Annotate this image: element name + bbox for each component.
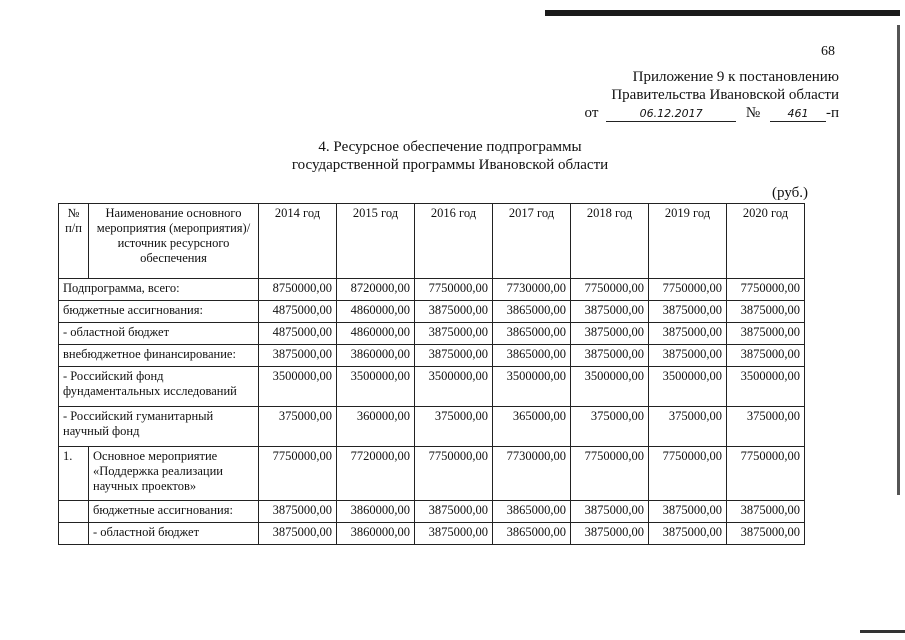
appendix-line-3 (585, 104, 839, 122)
document-title (220, 138, 680, 174)
resource-table (58, 203, 805, 545)
header-num: № п/п (59, 204, 89, 279)
table-cell: 3875000,00 (259, 345, 337, 367)
title-line-2: государственной программы Ивановской области (291, 157, 609, 173)
row-label: внебюджетное финансирование: (59, 345, 259, 367)
number-prefix: № (745, 105, 761, 121)
table-cell: 375000,00 (571, 407, 649, 447)
table-cell: 7750000,00 (649, 447, 727, 501)
appendix-line-2: Правительства Ивановской области (611, 87, 839, 103)
table-row-rgnf (59, 407, 805, 447)
table-row-activity-regional (59, 523, 805, 545)
handwritten-date: 06.12.2017 (606, 107, 736, 122)
units-label: (руб.) (772, 185, 808, 201)
table-cell: 3875000,00 (415, 301, 493, 323)
table-cell: 4860000,00 (337, 301, 415, 323)
table-cell: 3500000,00 (493, 367, 571, 407)
table-cell: 375000,00 (649, 407, 727, 447)
table-cell: 7750000,00 (571, 279, 649, 301)
table-cell: 4875000,00 (259, 323, 337, 345)
table-cell: 4860000,00 (337, 323, 415, 345)
handwritten-number: 461 (770, 107, 826, 122)
table-cell: 3875000,00 (727, 523, 805, 545)
table-cell: 7730000,00 (493, 447, 571, 501)
table-cell: 3860000,00 (337, 523, 415, 545)
header-year: 2018 год (571, 204, 649, 279)
row-label: - областной бюджет (59, 323, 259, 345)
table-cell: 8750000,00 (259, 279, 337, 301)
table-cell: 365000,00 (493, 407, 571, 447)
table-cell: 3875000,00 (571, 523, 649, 545)
table-cell: 3865000,00 (493, 345, 571, 367)
table-row-main-activity (59, 447, 805, 501)
row-num (59, 501, 89, 523)
row-num: 1. (59, 447, 89, 501)
table-cell: 3875000,00 (415, 523, 493, 545)
appendix-block (585, 68, 839, 122)
table-header-row (59, 204, 805, 279)
table-cell: 7750000,00 (415, 279, 493, 301)
table-cell: 7730000,00 (493, 279, 571, 301)
table-cell: 3875000,00 (415, 501, 493, 523)
table-cell: 3860000,00 (337, 501, 415, 523)
title-line-1: 4. Ресурсное обеспечение подпрограммы (318, 139, 582, 155)
table-cell: 3875000,00 (727, 301, 805, 323)
scan-top-bar (545, 10, 900, 16)
scan-bottom-mark (860, 630, 905, 633)
row-num (59, 523, 89, 545)
row-label: Подпрограмма, всего: (59, 279, 259, 301)
page-number: 68 (821, 44, 835, 59)
table-cell: 3500000,00 (649, 367, 727, 407)
table-cell: 7750000,00 (415, 447, 493, 501)
table-cell: 3865000,00 (493, 501, 571, 523)
table-cell: 3875000,00 (571, 501, 649, 523)
row-label: - областной бюджет (89, 523, 259, 545)
table-cell: 7750000,00 (649, 279, 727, 301)
table-cell: 3500000,00 (259, 367, 337, 407)
table-cell: 375000,00 (415, 407, 493, 447)
table-row-regional-budget (59, 323, 805, 345)
header-year: 2017 год (493, 204, 571, 279)
table-cell: 3875000,00 (727, 323, 805, 345)
table-cell: 3500000,00 (337, 367, 415, 407)
row-label: - Российский фонд фундаментальных исследований (59, 367, 259, 407)
table-row-subprogram-total (59, 279, 805, 301)
table-cell: 3875000,00 (727, 345, 805, 367)
table-cell: 360000,00 (337, 407, 415, 447)
table-cell: 3860000,00 (337, 345, 415, 367)
header-year: 2019 год (649, 204, 727, 279)
table-cell: 3500000,00 (571, 367, 649, 407)
row-label: Основное мероприятие «Поддержка реализации научных проектов» (89, 447, 259, 501)
table-cell: 3875000,00 (649, 323, 727, 345)
table-row-activity-budget (59, 501, 805, 523)
table-cell: 3500000,00 (415, 367, 493, 407)
row-label: бюджетные ассигнования: (59, 301, 259, 323)
table-cell: 3500000,00 (727, 367, 805, 407)
table-cell: 3875000,00 (415, 345, 493, 367)
date-prefix: от (584, 105, 599, 121)
table-cell: 3875000,00 (259, 523, 337, 545)
table-cell: 7720000,00 (337, 447, 415, 501)
table-cell: 8720000,00 (337, 279, 415, 301)
table-cell: 7750000,00 (727, 279, 805, 301)
table-cell: 3875000,00 (649, 301, 727, 323)
table-cell: 7750000,00 (727, 447, 805, 501)
table-cell: 3875000,00 (649, 501, 727, 523)
row-label: - Российский гуманитарный научный фонд (59, 407, 259, 447)
table-cell: 3865000,00 (493, 301, 571, 323)
table-cell: 7750000,00 (571, 447, 649, 501)
header-year: 2016 год (415, 204, 493, 279)
table-cell: 3875000,00 (571, 345, 649, 367)
table-cell: 375000,00 (727, 407, 805, 447)
table-cell: 3865000,00 (493, 523, 571, 545)
number-suffix: -п (825, 105, 839, 121)
table-cell: 3875000,00 (571, 301, 649, 323)
header-year: 2020 год (727, 204, 805, 279)
table-cell: 7750000,00 (259, 447, 337, 501)
table-cell: 3875000,00 (259, 501, 337, 523)
table-cell: 3875000,00 (571, 323, 649, 345)
table-row-extrabudgetary (59, 345, 805, 367)
table-cell: 3875000,00 (649, 523, 727, 545)
scan-right-edge (897, 25, 900, 495)
row-label: бюджетные ассигнования: (89, 501, 259, 523)
table-row-budget (59, 301, 805, 323)
table-cell: 3875000,00 (649, 345, 727, 367)
table-cell: 4875000,00 (259, 301, 337, 323)
table-cell: 3875000,00 (727, 501, 805, 523)
appendix-line-1: Приложение 9 к постановлению (632, 69, 839, 85)
header-name: Наименование основного мероприятия (мероприятия)/источник ресурсного обеспечения (89, 204, 259, 279)
table-row-rffi (59, 367, 805, 407)
header-year: 2014 год (259, 204, 337, 279)
table-cell: 3875000,00 (415, 323, 493, 345)
table-cell: 375000,00 (259, 407, 337, 447)
table-cell: 3865000,00 (493, 323, 571, 345)
header-year: 2015 год (337, 204, 415, 279)
